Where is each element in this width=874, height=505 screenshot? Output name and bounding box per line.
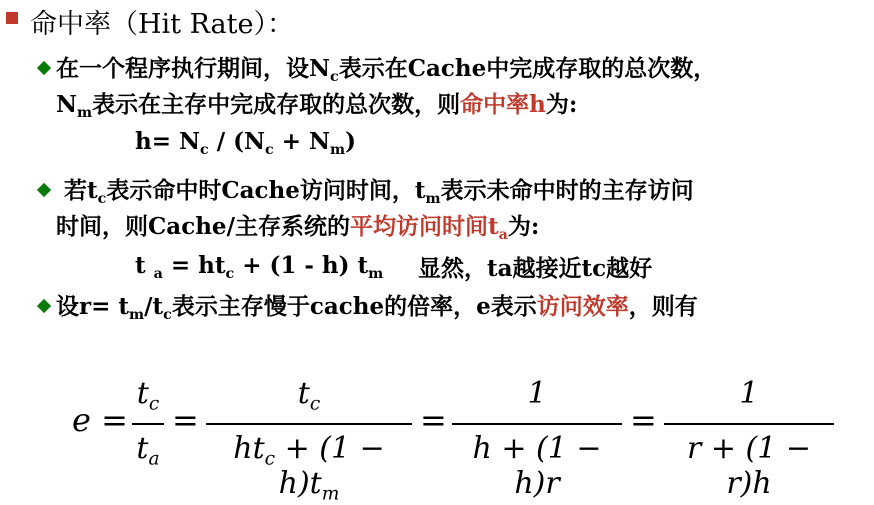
eq-f3-denominator: h + (1 − h)r <box>472 431 602 501</box>
bullet3-sub2: c <box>163 306 172 323</box>
f2-s3: m <box>368 265 384 282</box>
bullet1-line2-text-c: 为: <box>545 91 578 118</box>
eq-equals-3: = <box>630 401 657 439</box>
eq-f3-numerator: 1 <box>527 376 547 411</box>
eq-f2-den-b: + (1 − h)t <box>275 431 385 501</box>
section-title: 命中率（Hit Rate）： <box>30 9 294 40</box>
hit-rate-term: 命中率h <box>460 91 546 118</box>
bullet3-text-a: 设r= t <box>56 293 130 320</box>
f2-b: = ht <box>162 252 226 279</box>
bullet1-line2-sub: m <box>77 104 93 121</box>
eq-equals-2: = <box>420 401 447 439</box>
f2-c: + (1 - h) t <box>234 252 369 279</box>
bullet-diamond-2 <box>37 183 51 197</box>
avg-access-time-term: 平均访问时间t <box>349 213 499 240</box>
f1-b: / (N <box>208 128 266 155</box>
title-bullet-square <box>6 12 18 24</box>
eq-f2-bar <box>206 423 412 425</box>
bullet2-line1 <box>64 172 694 205</box>
bullet1-line1 <box>56 50 716 83</box>
formula2-note: 显然，ta越接近tc越好 <box>418 255 653 282</box>
bullet2-line1-sub1: c <box>97 190 107 207</box>
eq-f2-numerator <box>206 376 412 415</box>
eq-f2-num-sub: c <box>309 393 321 415</box>
f1-s2: c <box>265 141 274 158</box>
bullet-diamond-3 <box>37 299 51 313</box>
eq-lhs: e = <box>72 401 128 439</box>
access-efficiency-term: 访问效率 <box>536 293 629 320</box>
bullet2-line2-text-a: 时间，则Cache/主存系统的 <box>56 213 350 240</box>
f1-d: ) <box>345 128 357 155</box>
bullet2-line1-text-c: 表示未命中时的主存访问 <box>440 177 694 204</box>
hit-rate-formula <box>135 128 357 158</box>
bullet1-line2 <box>56 86 577 119</box>
bullet3-text-d: ，则有 <box>628 293 698 320</box>
f1-c: + N <box>273 128 331 155</box>
bullet1-line2-text-a: N <box>56 91 78 118</box>
bullet3-line <box>56 288 698 321</box>
eq-f1-bar <box>132 423 164 425</box>
eq-f4-denominator: r + (1 − r)h <box>686 431 811 501</box>
eq-fraction-1 <box>132 376 164 476</box>
eq-f2-den-s1: c <box>264 448 276 470</box>
f1-s3: m <box>330 141 346 158</box>
eq-f2-den-s2: m <box>321 483 340 505</box>
bullet1-line1-text-b: 表示在Cache中完成存取的总次数， <box>338 55 717 82</box>
bullet1-line2-text-b: 表示在主存中完成存取的总次数，则 <box>92 91 461 118</box>
eq-fraction-3 <box>452 376 622 501</box>
avg-time-formula <box>135 252 384 282</box>
bullet1-line1-sub: c <box>330 68 339 85</box>
bullet2-line1-text-a: 若t <box>64 177 98 204</box>
eq-f1-denominator <box>132 431 164 470</box>
eq-f1-den-text: t <box>136 431 149 466</box>
f2-s1: a <box>153 265 163 282</box>
bullet2-line2 <box>56 208 539 241</box>
eq-f4-bar <box>664 423 834 425</box>
eq-fraction-2 <box>206 376 412 505</box>
bullet1-line1-text-a: 在一个程序执行期间，设N <box>56 55 331 82</box>
f1-s1: c <box>200 141 209 158</box>
eq-f2-num-text: t <box>297 376 310 411</box>
eq-f1-den-sub: a <box>148 448 160 470</box>
eq-f1-num-text: t <box>136 376 149 411</box>
eq-fraction-4 <box>664 376 834 501</box>
bullet2-line1-text-b: 表示命中时Cache访问时间，t <box>106 177 426 204</box>
eq-f2-den-a: ht <box>233 431 265 466</box>
eq-f1-num-sub: c <box>148 393 160 415</box>
eq-f4-numerator: 1 <box>739 376 759 411</box>
bullet-diamond-1 <box>37 61 51 75</box>
avg-access-time-sub: a <box>498 226 508 243</box>
f2-s2: c <box>225 265 235 282</box>
eq-equals-1: = <box>172 401 199 439</box>
f1-a: h= N <box>135 128 201 155</box>
eq-f3-bar <box>452 423 622 425</box>
f2-a: t <box>135 252 154 279</box>
bullet3-sub1: m <box>129 306 145 323</box>
bullet2-line2-text-b: 为: <box>507 213 540 240</box>
eq-f2-denominator <box>206 431 412 505</box>
bullet3-text-b: /t <box>144 293 164 320</box>
bullet2-line1-sub2: m <box>425 190 441 207</box>
eq-f1-numerator <box>132 376 164 415</box>
bullet3-text-c: 表示主存慢于cache的倍率，e表示 <box>171 293 537 320</box>
